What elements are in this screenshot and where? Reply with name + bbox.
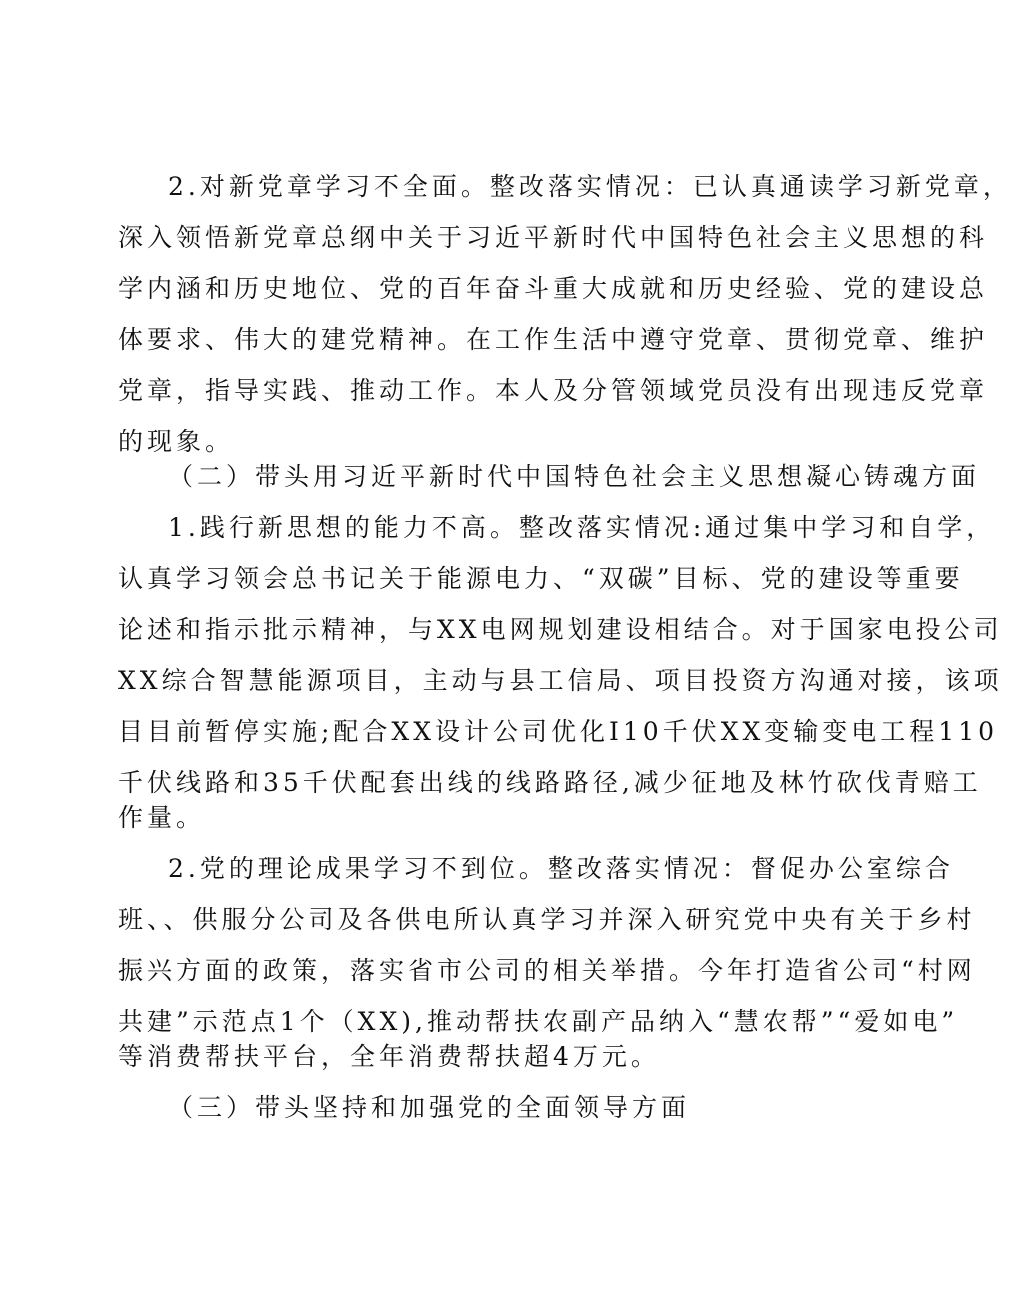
paragraph-2-line-3: 论述和指示批示精神，与XX电网规划建设相结合。对于国家电投公司 xyxy=(118,615,1003,644)
paragraph-1-line-1: 2.对新党章学习不全面。整改落实情况：已认真通读学习新党章， xyxy=(168,172,1012,201)
paragraph-2-line-5: 目目前暂停实施;配合XX设计公司优化I10千伏XX变输变电工程110 xyxy=(118,717,999,746)
paragraph-3-line-1: 2.党的理论成果学习不到位。整改落实情况：督促办公室综合 xyxy=(168,854,954,883)
paragraph-2-line-6: 千伏线路和35千伏配套出线的线路路径,减少征地及林竹砍伐青赔工 xyxy=(118,768,982,797)
paragraph-3-line-3: 振兴方面的政策，落实省市公司的相关举措。今年打造省公司“村网 xyxy=(118,956,976,985)
paragraph-3-line-5: 等消费帮扶平台，全年消费帮扶超4万元。 xyxy=(118,1042,660,1071)
paragraph-3-line-4: 共建”示范点1个（XX),推动帮扶农副产品纳入“慧农帮”“爱如电” xyxy=(118,1007,959,1036)
section-heading-3: （三）带头坚持和加强党的全面领导方面 xyxy=(168,1093,691,1122)
paragraph-2-line-2: 认真学习领会总书记关于能源电力、“双碳”目标、党的建设等重要 xyxy=(118,564,964,593)
paragraph-2-line-4: XX综合智慧能源项目，主动与县工信局、项目投资方沟通对接，该项 xyxy=(118,666,1003,695)
paragraph-1-line-2: 深入领悟新党章总纲中关于习近平新时代中国特色社会主义思想的科 xyxy=(118,223,989,252)
paragraph-2-line-1: 1.践行新思想的能力不高。整改落实情况:通过集中学习和自学， xyxy=(168,513,996,542)
paragraph-1-line-3: 学内涵和历史地位、党的百年奋斗重大成就和历史经验、党的建设总 xyxy=(118,274,989,303)
paragraph-1-line-5: 党章，指导实践、推动工作。本人及分管领域党员没有出现违反党章 xyxy=(118,376,989,405)
paragraph-2-line-7: 作量。 xyxy=(118,803,206,832)
paragraph-1-line-6: 的现象。 xyxy=(118,427,235,456)
section-heading-2: （二）带头用习近平新时代中国特色社会主义思想凝心铸魂方面 xyxy=(168,462,981,491)
paragraph-1-line-4: 体要求、伟大的建党精神。在工作生活中遵守党章、贯彻党章、维护 xyxy=(118,325,989,354)
paragraph-3-line-2: 班、、供服分公司及各供电所认真学习并深入研究党中央有关于乡村 xyxy=(118,905,976,934)
